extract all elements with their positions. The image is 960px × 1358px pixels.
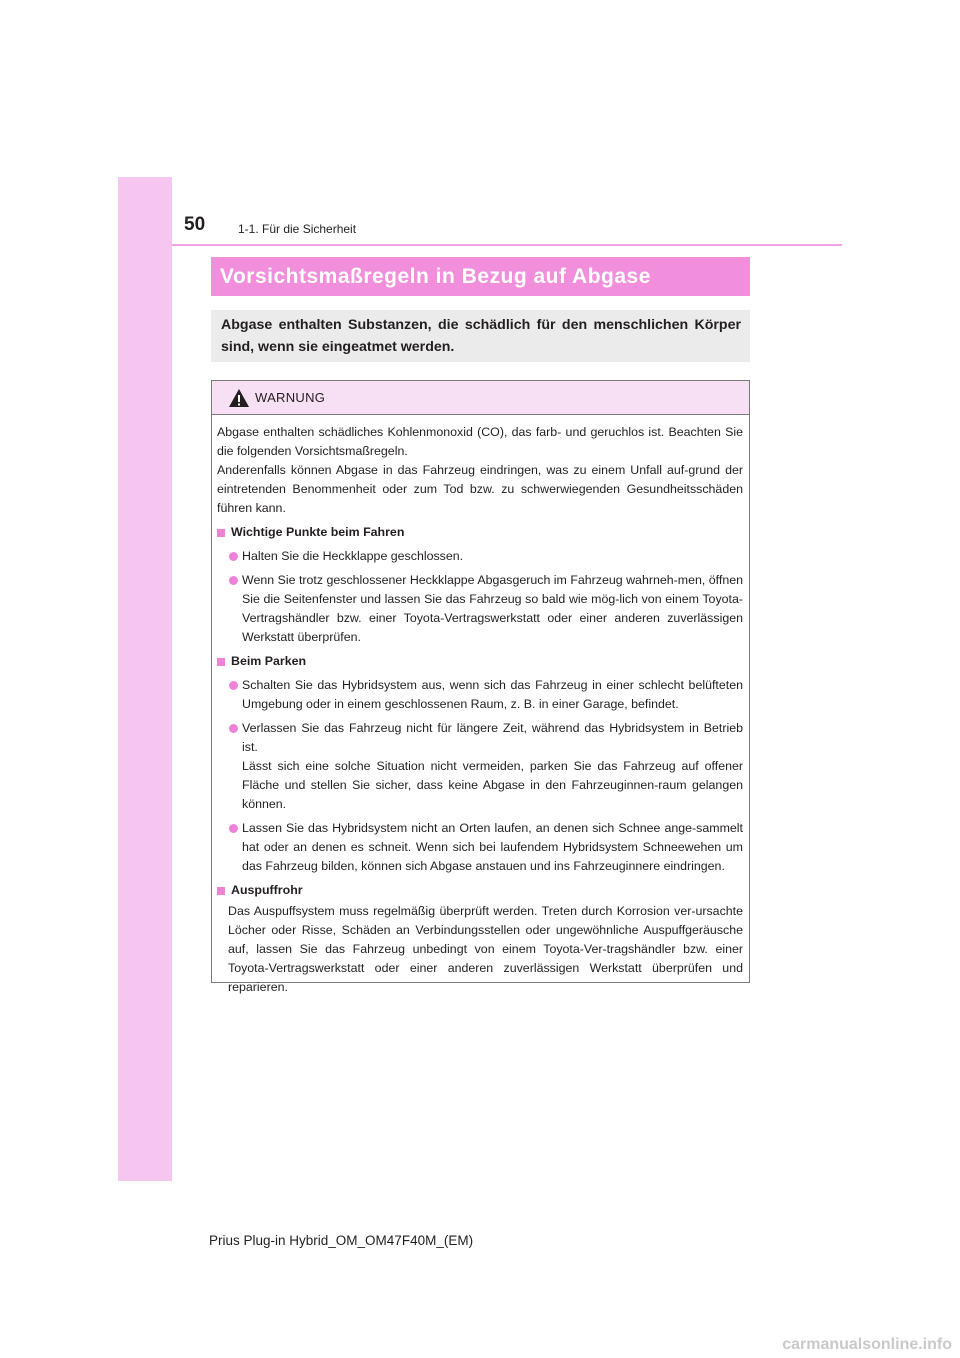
header-rule	[172, 244, 842, 246]
heading-text: Auspuffrohr	[231, 883, 303, 897]
section-heading-parking	[217, 652, 743, 671]
intro-box	[211, 310, 750, 362]
watermark: carmanualsonline.info	[782, 1336, 952, 1353]
square-bullet-icon	[217, 529, 225, 537]
section-heading-exhaust	[217, 881, 743, 900]
round-bullet-icon	[229, 552, 238, 561]
list-item	[217, 547, 743, 566]
list-item-text: Wenn Sie trotz geschlossener Heckklappe Abgasgeruch im Fahrzeug wahrneh-men, öffnen Sie die Seitenfenster und lassen Sie das Fahrzeug so bald wie mög-lich von einem Toyota-Vertragshändler bzw. einer Toyota-Vertragswerkstatt oder einer anderen zuverlässigen Werkstatt überprüfen.	[242, 573, 743, 644]
round-bullet-icon	[229, 724, 238, 733]
list-item	[217, 676, 743, 714]
list-item-text-continued: Lässt sich eine solche Situation nicht vermeiden, parken Sie das Fahrzeug auf offener Fläche und stellen Sie sicher, dass keine Abgase in den Fahrzeuginnen-raum gelangen können.	[242, 759, 743, 811]
list-item	[217, 719, 743, 814]
warning-header	[212, 381, 749, 415]
heading-text: Beim Parken	[231, 654, 307, 668]
section-title: 1-1. Für die Sicherheit	[238, 222, 357, 236]
warning-paragraph-1: Abgase enthalten schädliches Kohlenmonoxid (CO), das farb- und geruchlos ist. Beachten Sie die folgenden Vorsichtsmaßregeln.	[217, 425, 743, 458]
exhaust-text: Das Auspuffsystem muss regelmäßig überprüft werden. Treten durch Korrosion ver-ursachte Löcher oder Risse, Schäden an Verbindungsstellen oder ungewöhnliche Auspuffgeräusche auf, lassen Sie das Fahrzeug unbedingt von einem Toyota-Ver-tragshändler bzw. einer Toyota-Vertragswerkstatt oder einer anderen zuverlässigen Werkstatt überprüfen und reparieren.	[228, 904, 743, 994]
warning-body	[217, 423, 743, 997]
square-bullet-icon	[217, 887, 225, 895]
list-item-text: Verlassen Sie das Fahrzeug nicht für längere Zeit, während das Hybridsystem in Betrieb ist.	[242, 721, 743, 754]
warning-triangle-icon	[228, 388, 250, 408]
page-title: Vorsichtsmaßregeln in Bezug auf Abgase	[211, 257, 750, 296]
heading-text: Wichtige Punkte beim Fahren	[231, 525, 405, 539]
round-bullet-icon	[229, 576, 238, 585]
list-item-text: Halten Sie die Heckklappe geschlossen.	[242, 549, 464, 563]
warning-paragraph-2: Anderenfalls können Abgase in das Fahrzeug eindringen, was zu einem Unfall auf-grund der eintretenden Benommenheit oder zum Tod bzw. zu schwerwiegenden Gesundheitsschäden führen kann.	[217, 463, 743, 515]
list-item	[217, 571, 743, 647]
square-bullet-icon	[217, 658, 225, 666]
round-bullet-icon	[229, 681, 238, 690]
footer-text: Prius Plug-in Hybrid_OM_OM47F40M_(EM)	[209, 1233, 474, 1248]
page-number: 50	[184, 214, 206, 235]
round-bullet-icon	[229, 824, 238, 833]
warning-box	[211, 380, 750, 994]
list-item-text: Schalten Sie das Hybridsystem aus, wenn sich das Fahrzeug in einer schlecht belüfteten Umgebung oder in einem geschlossenen Raum, z. B. in einer Garage, befindet.	[242, 678, 743, 711]
list-item	[217, 819, 743, 876]
warning-label: WARNUNG	[255, 390, 326, 405]
list-item-text: Lassen Sie das Hybridsystem nicht an Orten laufen, an denen sich Schnee ange-sammelt hat oder an denen es schneit. Wenn sich bei laufendem Hybridsystem Schneewehen um das Fahrzeug bilden, können sich Abgase anstauen und ins Fahrzeuginnere eindringen.	[242, 821, 743, 873]
side-band	[118, 177, 172, 1181]
intro-text: Abgase enthalten Substanzen, die schädlich für den menschlichen Körper sind, wenn sie eingeatmet werden.	[221, 317, 741, 355]
section-heading-driving	[217, 523, 743, 542]
